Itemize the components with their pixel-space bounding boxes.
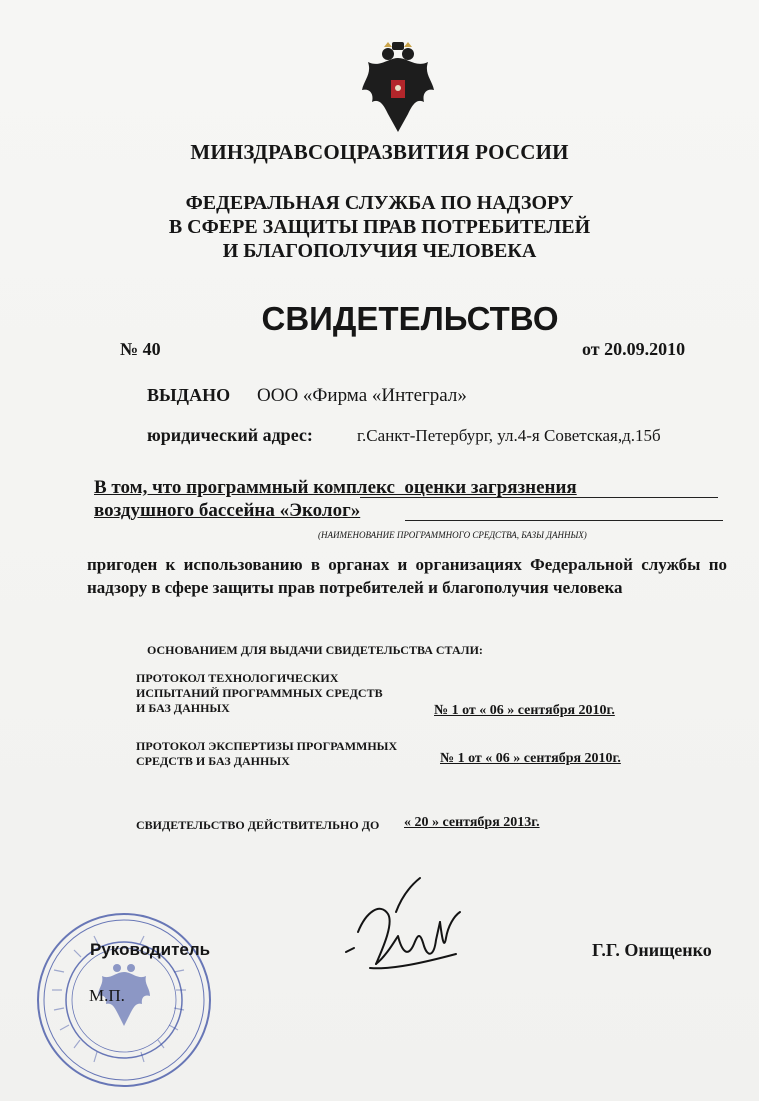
program-name-line: В том, что программный комплекс оценки загрязнения (94, 477, 577, 498)
fitness-statement: пригоден к использованию в органах и организациях Федеральной службы по надзору в сфере защиты прав потребителей и благополучия человека (87, 555, 727, 597)
basis-heading: ОСНОВАНИЕМ ДЛЯ ВЫДАЧИ СВИДЕТЕЛЬСТВА СТАЛИ: (147, 643, 483, 657)
validity-label: СВИДЕТЕЛЬСТВО ДЕЙСТВИТЕЛЬНО ДО (136, 818, 380, 832)
protocol-title-line: ПРОТОКОЛ ТЕХНОЛОГИЧЕСКИХ (136, 671, 339, 685)
protocol-2-reference: № 1 от « 06 » сентября 2010г. (440, 751, 621, 766)
protocol-1-title (136, 671, 383, 716)
issued-label: ВЫДАНО (147, 385, 231, 405)
program-name-caption: (НАИМЕНОВАНИЕ ПРОГРАММНОГО СРЕДСТВА, БАЗЫ ДАННЫХ) (318, 530, 587, 540)
protocol-title-line: ПРОТОКОЛ ЭКСПЕРТИЗЫ ПРОГРАММНЫХ (136, 739, 398, 753)
protocol-title-line: И БАЗ ДАННЫХ (136, 701, 230, 715)
certificate-date: от 20.09.2010 (582, 339, 686, 359)
stamp-place-mark: М.П. (89, 986, 125, 1005)
handwritten-signature (336, 872, 476, 982)
service-title-line: ФЕДЕРАЛЬНАЯ СЛУЖБА ПО НАДЗОРУ (185, 192, 574, 214)
protocol-2-title (136, 739, 397, 769)
protocol-title-line: ИСПЫТАНИЙ ПРОГРАММНЫХ СРЕДСТВ (136, 686, 383, 700)
service-title-line: В СФЕРЕ ЗАЩИТЫ ПРАВ ПОТРЕБИТЕЛЕЙ (168, 216, 591, 238)
signatory-role: Руководитель (90, 940, 211, 959)
double-headed-eagle-emblem-icon (358, 40, 438, 140)
protocol-title-line: СРЕДСТВ И БАЗ ДАННЫХ (136, 754, 290, 768)
signatory-name: Г.Г. Онищенко (592, 940, 712, 960)
issued-value: ООО «Фирма «Интеграл» (257, 385, 467, 406)
validity-date: « 20 » сентября 2013г. (404, 815, 540, 830)
certificate-number: № 40 (120, 339, 161, 359)
program-name-line: воздушного бассейна «Эколог» (94, 500, 361, 521)
underline-rule (405, 520, 723, 521)
address-value: г.Санкт-Петербург, ул.4-я Советская,д.15б (357, 426, 661, 445)
ministry-title: МИНЗДРАВСОЦРАЗВИТИЯ РОССИИ (190, 140, 569, 164)
address-label: юридический адрес: (147, 425, 313, 445)
protocol-1-reference: № 1 от « 06 » сентября 2010г. (434, 703, 615, 718)
service-title-line: И БЛАГОПОЛУЧИЯ ЧЕЛОВЕКА (222, 240, 537, 262)
service-title (0, 191, 759, 263)
document-title: СВИДЕТЕЛЬСТВО (261, 300, 559, 337)
